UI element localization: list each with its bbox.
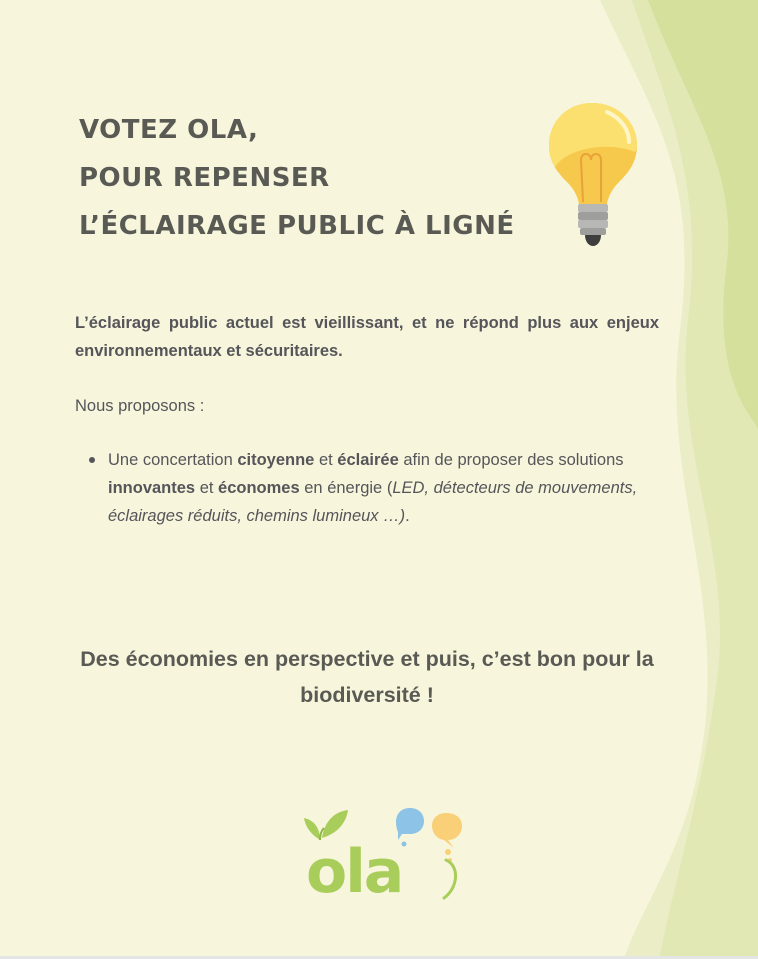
bullet-text: Une concertation: [108, 451, 238, 469]
bullet-examples: LED, détecteurs de mouvements, éclairages réduits, chemins lumineux …): [108, 479, 638, 525]
bullet-text: en énergie (: [299, 479, 393, 497]
proposals-list: [108, 446, 658, 530]
bullet-emphasis: citoyenne: [237, 451, 315, 469]
bullet-text: afin de proposer des solutions: [398, 451, 624, 469]
bullet-emphasis: éclairée: [337, 451, 399, 469]
title-line-1: VOTEZ OLA,: [79, 115, 259, 145]
speech-bubbles-icon: [396, 808, 462, 862]
page-title: [79, 106, 515, 250]
conclusion-text: Des économies en perspective et puis, c’est bon pour la biodiversité !: [80, 647, 654, 707]
bullet-text: et: [195, 479, 219, 497]
ola-logo: [298, 800, 478, 904]
proposals-label: Nous proposons :: [75, 397, 205, 415]
bullet-text: .: [405, 507, 410, 525]
intro-paragraph: L’éclairage public actuel est vieillissant, et ne répond plus aux enjeux environnementaux et sécuritaires.: [75, 314, 659, 360]
logo-wordmark: ola: [306, 837, 403, 904]
title-line-3: L’ÉCLAIRAGE PUBLIC À LIGNÉ: [79, 211, 515, 241]
leaf-icon: [304, 810, 348, 840]
bullet-text: et: [314, 451, 338, 469]
bullet-emphasis: innovantes: [108, 479, 196, 497]
light-bulb-icon: [545, 100, 641, 248]
list-item: [108, 446, 658, 530]
bullet-emphasis: économes: [218, 479, 300, 497]
title-line-2: POUR REPENSER: [79, 163, 330, 193]
